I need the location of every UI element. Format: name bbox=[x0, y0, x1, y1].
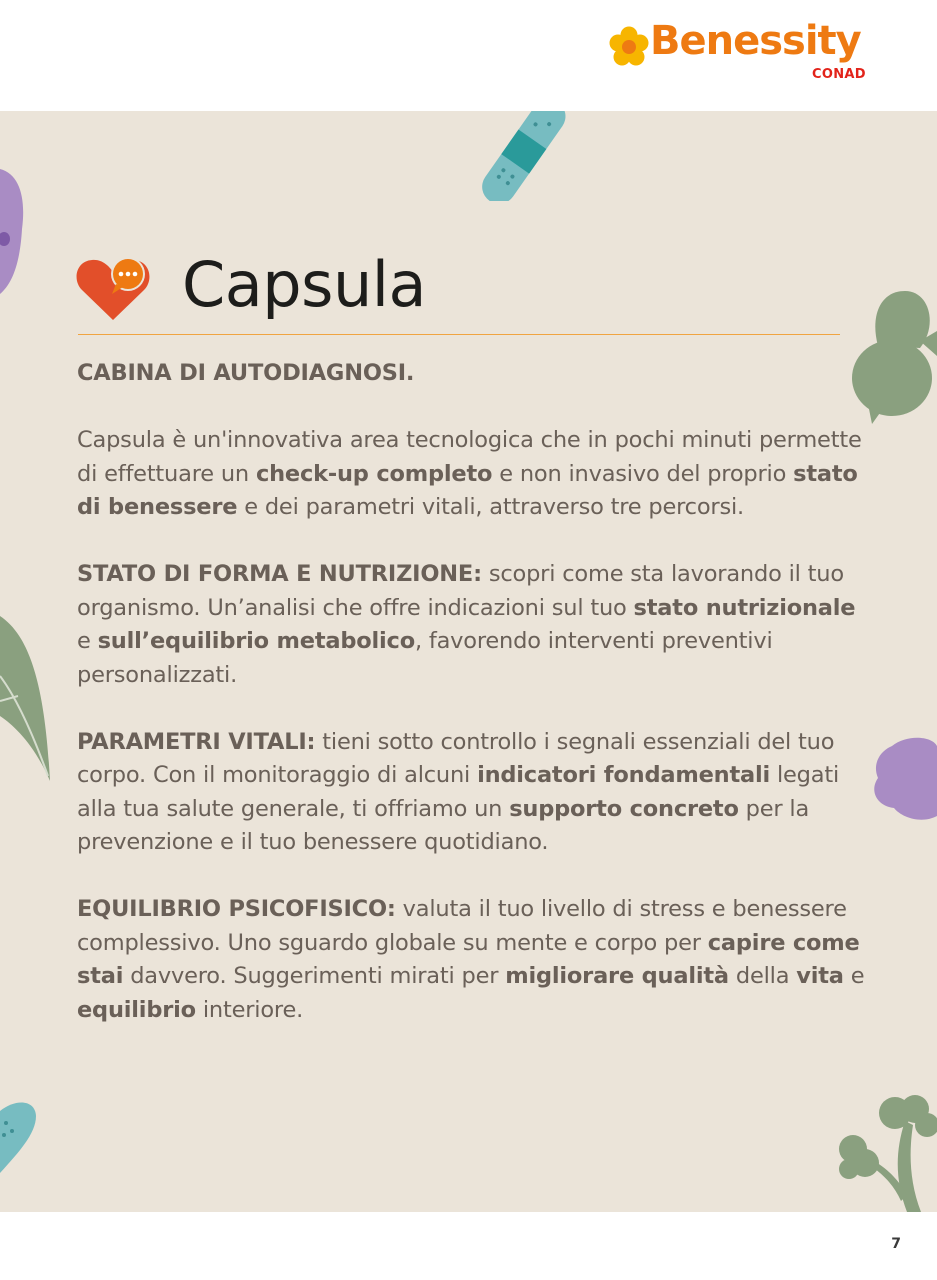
bold-run: vita bbox=[796, 963, 844, 989]
green-leaf-icon bbox=[0, 616, 55, 786]
bold-run: sull’equilibrio metabolico bbox=[97, 628, 415, 654]
bold-run: equilibrio bbox=[77, 996, 196, 1023]
bold-run: supporto concreto bbox=[509, 795, 739, 822]
article-body bbox=[77, 357, 867, 1061]
text-run: legati alla tua salute generale, ti offriamo un bbox=[77, 762, 840, 822]
bold-run: stato di benessere bbox=[77, 460, 858, 520]
bold-run: EQUILIBRIO PSICOFISICO: bbox=[77, 896, 396, 922]
bold-run: PARAMETRI VITALI: bbox=[77, 728, 316, 755]
text-run: Capsula è un'innovativa area tecnologica che in pochi minuti permette di effettuare un bbox=[77, 427, 862, 487]
bold-run: STATO DI FORMA E NUTRIZIONE: bbox=[77, 561, 482, 587]
text-run: interiore. bbox=[195, 996, 304, 1023]
text-run: per la prevenzione e il tuo benessere quotidiano. bbox=[77, 795, 810, 855]
text-run: e bbox=[77, 628, 98, 654]
page-header bbox=[0, 0, 937, 111]
section-forma bbox=[77, 558, 867, 692]
brand-name: Benessity bbox=[650, 18, 861, 64]
title-block bbox=[76, 248, 856, 336]
section-parametri bbox=[77, 726, 867, 860]
bold-run: stato nutrizionale bbox=[633, 594, 856, 621]
content-panel bbox=[0, 111, 937, 1212]
page-number: 7 bbox=[891, 1236, 901, 1252]
bold-run: capire come stai bbox=[77, 929, 860, 989]
intro-paragraph bbox=[77, 424, 867, 525]
text-run: tieni sotto controllo i segnali essenziali del tuo corpo. Con il monitoraggio di alcuni bbox=[77, 728, 835, 788]
bandage-corner-icon bbox=[0, 1101, 38, 1176]
text-run: e non invasivo del proprio bbox=[492, 460, 794, 487]
text-run: e dei parametri vitali, attraverso tre percorsi. bbox=[237, 494, 744, 520]
section-psicofisico bbox=[77, 893, 867, 1027]
brand-sub: CONAD bbox=[812, 67, 866, 82]
text-run: , favorendo interventi preventivi personalizzati. bbox=[77, 628, 773, 688]
text-run: scopri come sta lavorando il tuo organismo. Un’analisi che offre indicazioni sul tuo bbox=[77, 561, 844, 621]
text-run: e bbox=[843, 963, 865, 989]
text-run: valuta il tuo livello di stress e benessere complessivo. Uno sguardo globale su mente e corpo per bbox=[77, 896, 847, 956]
bandage-icon bbox=[468, 111, 578, 201]
flower-icon bbox=[608, 26, 650, 68]
text-run: davvero. Suggerimenti mirati per bbox=[123, 963, 506, 989]
purple-leaf-icon bbox=[0, 169, 26, 294]
purple-blob-icon bbox=[872, 736, 937, 821]
bold-run: migliorare qualità bbox=[505, 963, 729, 989]
green-clover-icon bbox=[835, 1091, 937, 1212]
text-run: della bbox=[728, 963, 797, 989]
heart-speech-bubble-icon bbox=[76, 256, 150, 322]
title-divider bbox=[78, 334, 840, 335]
section-heading: CABINA DI AUTODIAGNOSI. bbox=[77, 360, 415, 386]
benessity-conad-logo bbox=[608, 18, 908, 86]
bold-run: check-up completo bbox=[255, 460, 493, 487]
page-title: Capsula bbox=[182, 248, 426, 321]
bold-run: indicatori fondamentali bbox=[477, 762, 771, 788]
